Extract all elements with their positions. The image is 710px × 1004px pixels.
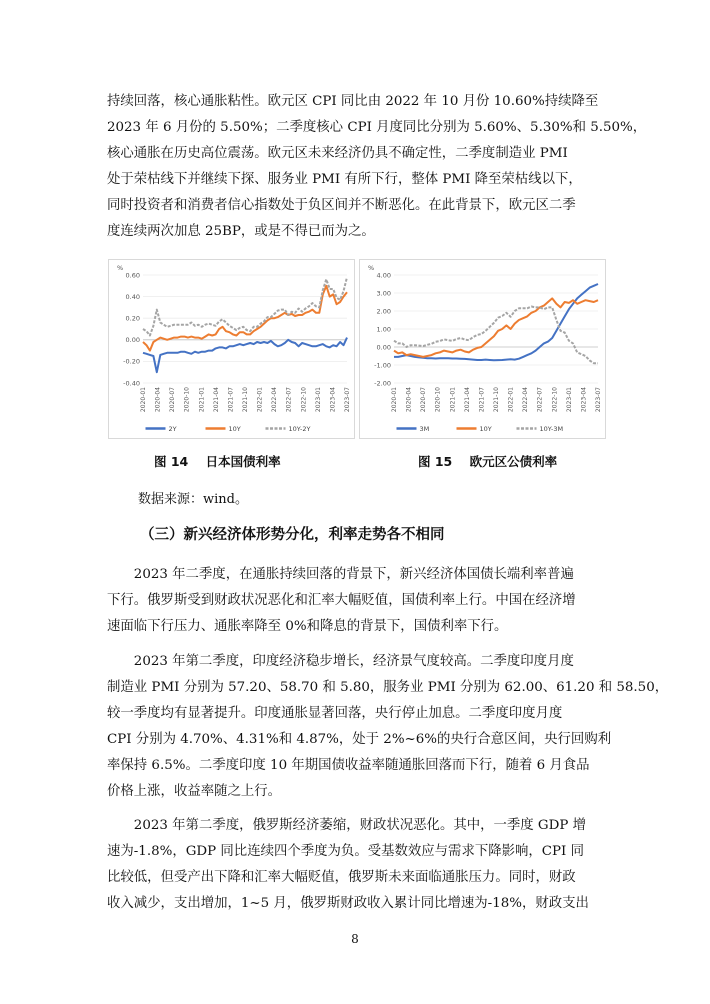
x-tick-label: 2023-01 [314, 387, 322, 413]
x-tick-label: 2023-04 [580, 387, 588, 413]
figure-14-chart [108, 259, 355, 439]
legend-label: 2Y [168, 425, 177, 433]
text-line: 2023 年第二季度，印度经济稳步增长，经济景气度较高。二季度印度月度 [133, 654, 574, 669]
unit-label: % [368, 264, 375, 272]
x-tick-label: 2021-04 [212, 387, 220, 413]
y-tick-label: 2.00 [376, 307, 391, 316]
x-tick-label: 2020-04 [405, 387, 413, 413]
x-tick-label: 2023-01 [565, 387, 573, 413]
text-line: 处于荣枯线下并继续下探、服务业 PMI 有所下行，整体 PMI 降至荣枯线以下， [107, 172, 582, 187]
x-tick-label: 2022-01 [256, 387, 264, 413]
x-tick-label: 2023-04 [329, 387, 337, 413]
legend-label: 10Y [228, 425, 241, 433]
y-tick-label: 0.00 [376, 343, 391, 352]
text-line: 速面临下行压力、通胀率降至 0%和降息的背景下，国债利率下行。 [107, 619, 508, 634]
text-line: 速为-1.8%，GDP 同比连续四个季度为负。受基数效应与需求下降影响，CPI 同 [107, 844, 584, 859]
y-tick-label: 0.40 [125, 292, 140, 301]
series-line-10y-2y [143, 277, 347, 335]
section-heading: （三）新兴经济体形势分化，利率走势各不相同 [140, 527, 445, 543]
paragraph-1 [107, 89, 647, 245]
x-tick-label: 2020-10 [434, 387, 442, 413]
y-tick-label: 0.00 [125, 336, 140, 345]
text-line: 同时投资者和消费者信心指数处于负区间并不断恶化。在此背景下，欧元区二季 [107, 198, 576, 213]
y-tick-label: 0.20 [125, 314, 140, 323]
y-tick-label: 0.60 [125, 271, 140, 280]
y-tick-label: 1.00 [376, 325, 391, 334]
text-line: 比较低，但受产出下降和汇率大幅贬值，俄罗斯未来面临通胀压力。同时，财政 [107, 870, 576, 885]
x-tick-label: 2020-07 [169, 387, 177, 413]
text-line: 2023 年 6 月份的 5.50%；二季度核心 CPI 月度同比分别为 5.60%、5.30%和 5.50%， [107, 120, 647, 135]
text-line: 度连续两次加息 25BP，或是不得已而为之。 [107, 224, 375, 239]
unit-label: % [117, 264, 124, 272]
text-line: CPI 分别为 4.70%、4.31%和 4.87%，处于 2%~6%的央行合意区间，央行回购利 [107, 732, 612, 747]
legend-label: 10Y-2Y [288, 425, 311, 433]
japan-bond-yield-chart [109, 260, 354, 438]
x-tick-label: 2021-07 [478, 387, 486, 413]
x-tick-label: 2022-10 [300, 387, 308, 413]
legend-label: 3M [419, 425, 430, 433]
x-tick-label: 2023-07 [595, 387, 602, 413]
x-tick-label: 2021-07 [227, 387, 235, 413]
x-tick-label: 2023-07 [344, 387, 351, 413]
text-line: 收入减少，支出增加，1~5 月，俄罗斯财政收入累计同比增速为-18%，财政支出 [107, 896, 589, 911]
y-tick-label: -2.00 [374, 379, 391, 388]
legend-label: 10Y [479, 425, 492, 433]
text-line: 下行。俄罗斯受到财政状况恶化和汇率大幅贬值，国债利率上行。中国在经济增 [107, 593, 576, 608]
y-tick-label: -0.40 [123, 379, 140, 388]
x-tick-label: 2022-04 [522, 387, 530, 413]
x-tick-label: 2020-01 [391, 387, 398, 413]
text-line: 价格上涨，收益率随之上行。 [107, 784, 282, 799]
paragraph-3 [107, 649, 669, 805]
series-line-3m [394, 284, 598, 360]
text-line: 持续回落，核心通胀粘性。欧元区 CPI 同比由 2022 年 10 月份 10.60%持续降至 [107, 94, 599, 109]
x-tick-label: 2021-01 [449, 387, 457, 413]
paragraph-2 [107, 562, 603, 640]
x-tick-label: 2020-07 [420, 387, 428, 413]
text-line: 2023 年二季度，在通胀持续回落的背景下，新兴经济体国债长端利率普遍 [133, 567, 574, 582]
y-tick-label: -1.00 [374, 361, 391, 370]
x-tick-label: 2021-04 [463, 387, 471, 413]
y-tick-label: -0.20 [123, 357, 140, 366]
text-line: 较一季度均有显著提升。印度通胀显著回落，央行停止加息。二季度印度月度 [107, 706, 563, 721]
x-tick-label: 2020-01 [140, 387, 147, 413]
paragraph-4 [107, 813, 603, 917]
x-tick-label: 2022-07 [536, 387, 544, 413]
x-tick-label: 2022-04 [271, 387, 279, 413]
y-tick-label: 4.00 [376, 271, 391, 280]
figure-14-caption: 图 14 日本国债利率 [154, 454, 281, 469]
page-number: 8 [351, 932, 359, 946]
figure-15-caption: 图 15 欧元区公债利率 [418, 454, 558, 469]
x-tick-label: 2020-10 [183, 387, 191, 413]
x-tick-label: 2022-10 [551, 387, 559, 413]
x-tick-label: 2020-04 [154, 387, 162, 413]
text-line: 制造业 PMI 分别为 57.20、58.70 和 5.80，服务业 PMI 分别为 62.00、61.20 和 58.50， [107, 680, 669, 695]
series-line-10y [394, 298, 598, 357]
data-source-note: 数据来源：wind。 [138, 492, 248, 507]
y-tick-label: 3.00 [376, 289, 391, 298]
figure-15-chart [359, 259, 606, 439]
x-tick-label: 2021-01 [198, 387, 206, 413]
text-line: 核心通胀在历史高位震荡。欧元区未来经济仍具不确定性，二季度制造业 PMI [107, 146, 568, 161]
x-tick-label: 2022-07 [285, 387, 293, 413]
text-line: 2023 年第二季度，俄罗斯经济萎缩，财政状况恶化。其中，一季度 GDP 增 [133, 818, 587, 833]
text-line: 率保持 6.5%。二季度印度 10 年期国债收益率随通胀回落而下行，随着 6 月食品 [107, 758, 590, 773]
euro-bond-yield-chart [360, 260, 605, 438]
x-tick-label: 2022-01 [507, 387, 515, 413]
series-line-2y [143, 338, 347, 373]
x-tick-label: 2021-10 [493, 387, 500, 413]
x-tick-label: 2021-10 [242, 387, 249, 413]
legend-label: 10Y-3M [539, 425, 564, 433]
